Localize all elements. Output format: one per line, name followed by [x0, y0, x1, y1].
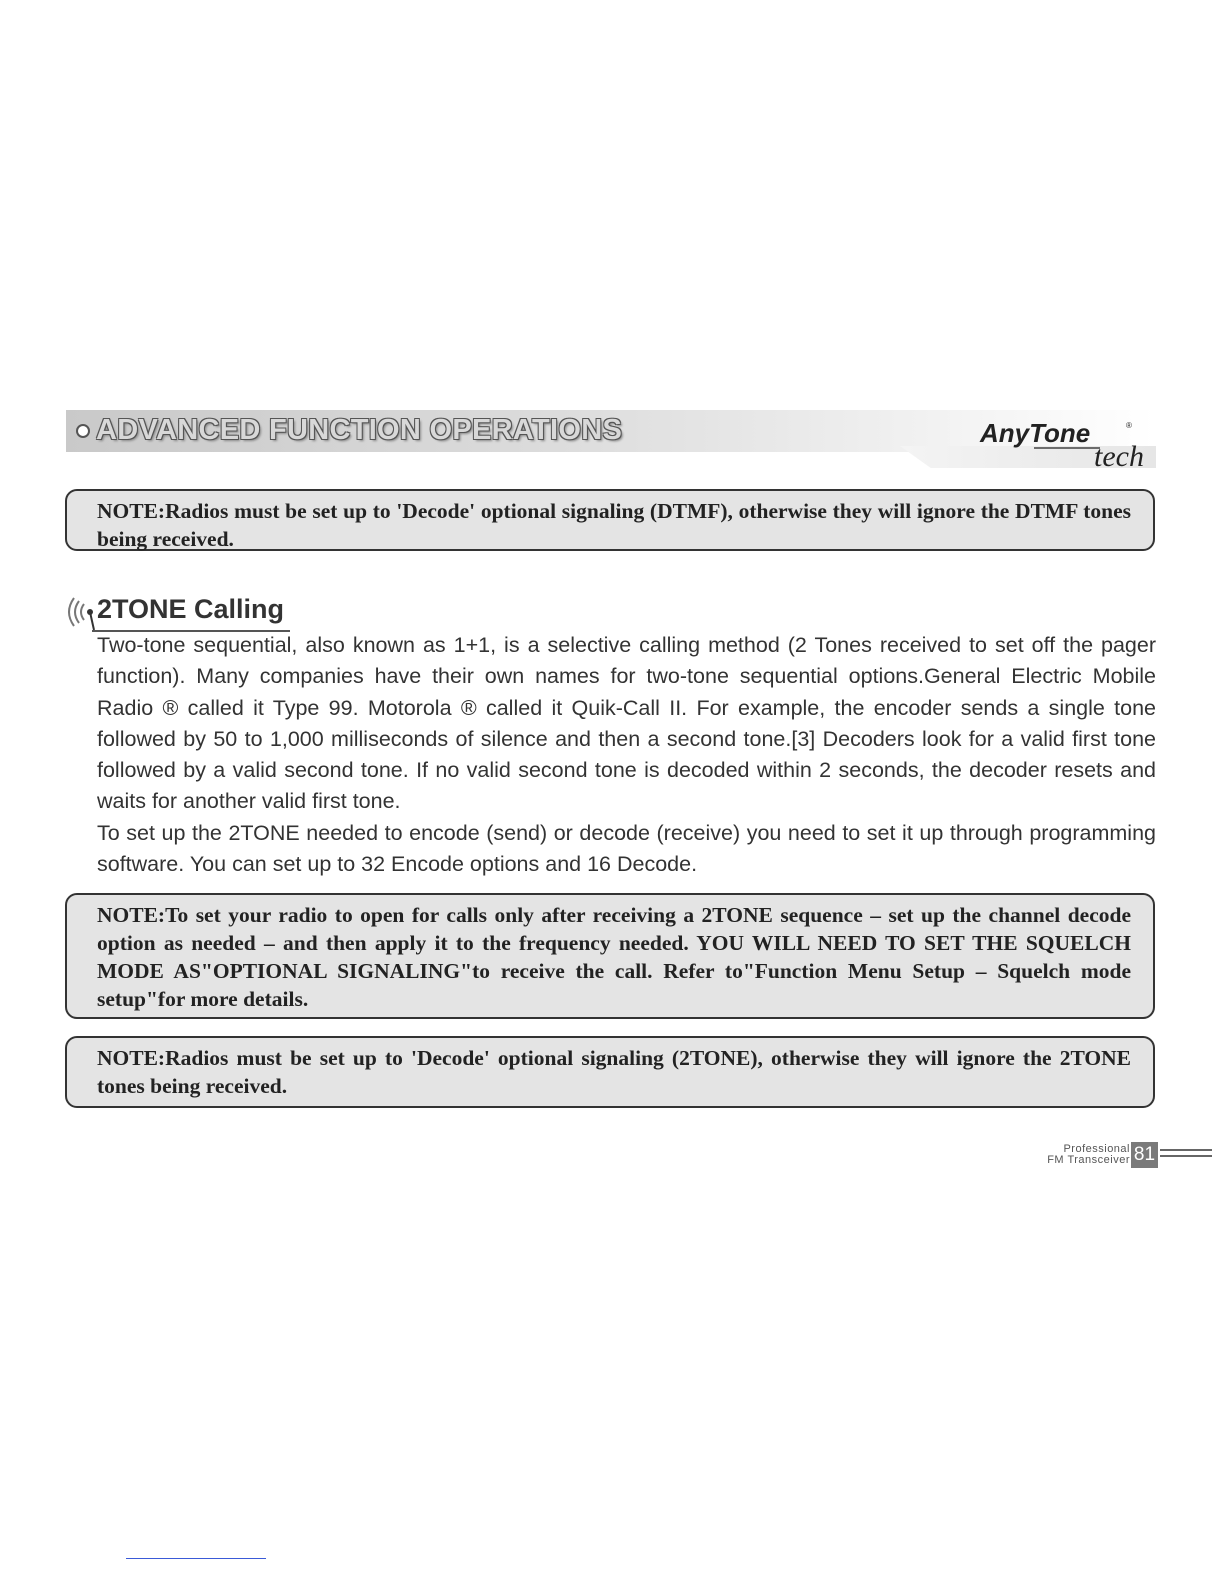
footer-label [1000, 1144, 1130, 1166]
anytone-logo [976, 414, 1156, 470]
page-header-title: ADVANCED FUNCTION OPERATIONS [96, 414, 623, 446]
svg-text:®: ® [1126, 421, 1132, 430]
signal-waves-icon [62, 592, 102, 632]
note-box-squelch: NOTE:To set your radio to open for calls only after receiving a 2TONE sequence – set up the channel decode option as needed – and then apply it to the frequency needed. YOU WILL NEED TO SET THE SQUELCH MODE AS"OPTIONAL SIGNALING"to receive the call. Refer to"Function Menu Setup – Squelch mode setup"for more details. [65, 893, 1155, 1019]
footer-rule [1160, 1149, 1212, 1163]
header-bullet-icon [76, 424, 90, 438]
section-body [97, 630, 1156, 880]
bottom-rule [126, 1558, 266, 1559]
svg-text:tech: tech [1094, 440, 1144, 470]
body-paragraph: To set up the 2TONE needed to encode (send) or decode (receive) you need to set it up through programming software. You can set up to 32 Encode options and 16 Decode. [97, 820, 1156, 877]
footer-label-line1: Professional [1063, 1143, 1130, 1155]
note-box-dtmf: NOTE:Radios must be set up to 'Decode' optional signaling (DTMF), otherwise they will ignore the DTMF tones being received. [65, 489, 1155, 551]
note-box-2tone: NOTE:Radios must be set up to 'Decode' optional signaling (2TONE), otherwise they will ignore the 2TONE tones being received. [65, 1036, 1155, 1108]
page-number: 81 [1131, 1142, 1158, 1168]
section-title: 2TONE Calling [97, 594, 285, 624]
body-paragraph: Two-tone sequential, also known as 1+1, is a selective calling method (2 Tones received to set off the pager function). Many companies have their own names for two-tone sequential options.General Electric Mobile Radio ® called it Type 99. Motorola ® called it Quik-Call II. For example, the encoder sends a single tone followed by 50 to 1,000 milliseconds of silence and then a second tone.[3] Decoders look for a valid first tone followed by a valid second tone. If no valid second tone is decoded within 2 seconds, the decoder resets and waits for another valid first tone. [97, 633, 1156, 814]
svg-text:AnyTone: AnyTone [980, 418, 1091, 448]
footer-label-line2: FM Transceiver [1047, 1154, 1130, 1166]
